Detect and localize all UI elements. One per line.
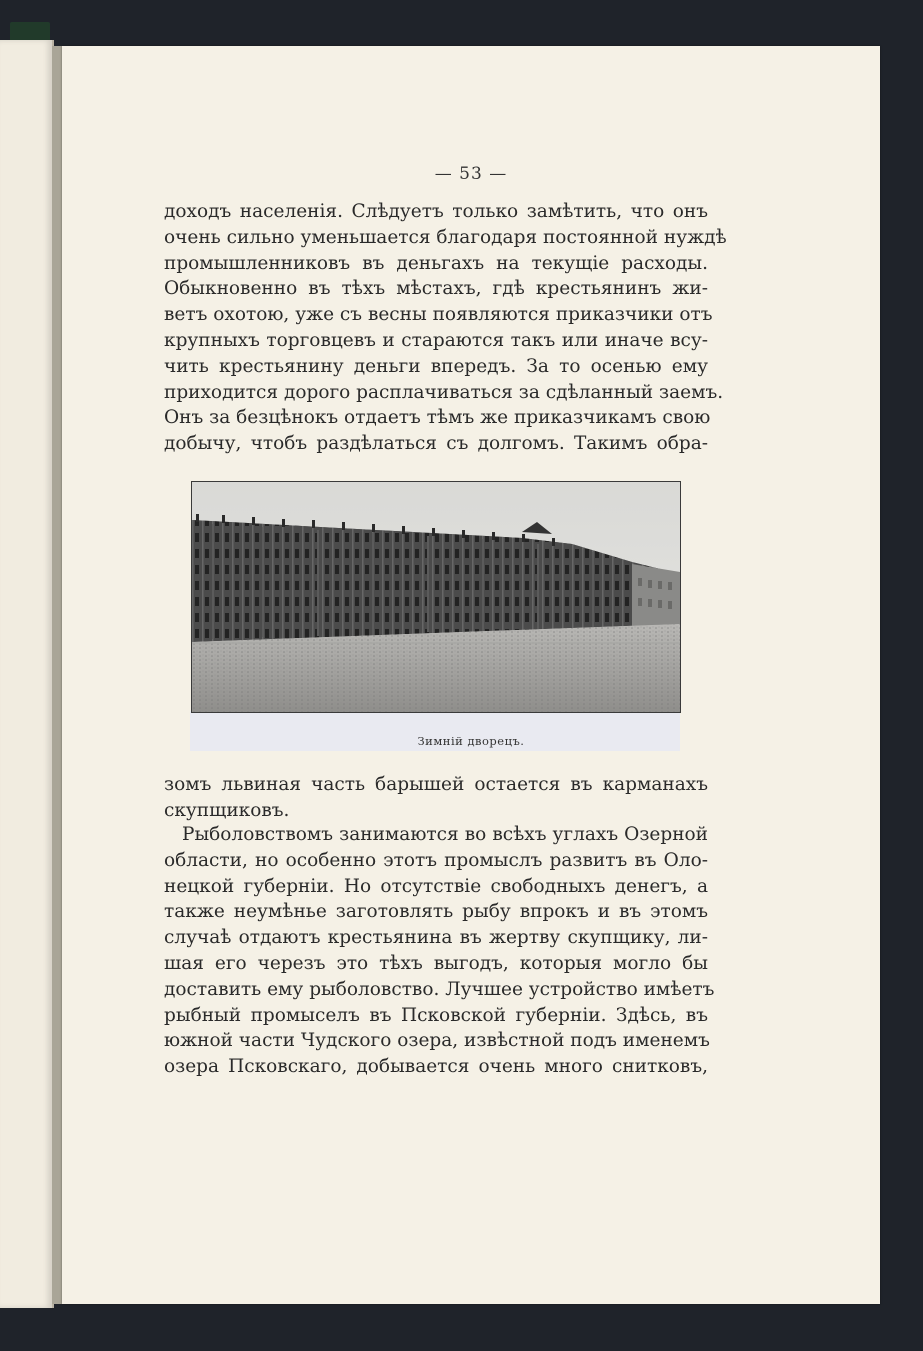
text-line: добычу, чтобъ раздѣлаться съ долгомъ. Такимъ обра- bbox=[164, 433, 708, 455]
page-number: — 53 — bbox=[434, 164, 508, 184]
text-line: также неумѣнье заготовлять рыбу впрокъ и въ этомъ bbox=[164, 901, 708, 923]
text-line: южной части Чудского озера, извѣстной подъ именемъ bbox=[164, 1030, 710, 1052]
text-line: скупщиковъ. bbox=[164, 799, 290, 821]
text-line: очень сильно уменьшается благодаря постоянной нуждѣ bbox=[164, 226, 727, 248]
text-line: нецкой губерніи. Но отсутствіе свободныхъ денегъ, а bbox=[164, 875, 708, 897]
text-line: ветъ охотою, уже съ весны появляются приказчики отъ bbox=[164, 304, 713, 326]
paragraph-3 bbox=[164, 822, 715, 1080]
text-line: Обыкновенно въ тѣхъ мѣстахъ, гдѣ крестьянинъ жи- bbox=[164, 278, 708, 300]
text-line: чить крестьянину деньги впередъ. За то осенью ему bbox=[164, 355, 708, 377]
text-line: озера Псковскаго, добывается очень много снитковъ, bbox=[164, 1056, 708, 1078]
text-line: шая его черезъ это тѣхъ выгодъ, которыя могло бы bbox=[164, 952, 708, 974]
text-line: Онъ за безцѣнокъ отдаетъ тѣмъ же приказчикамъ свою bbox=[164, 407, 711, 429]
text-line: доставить ему рыболовство. Лучшее устройство имѣетъ bbox=[164, 978, 715, 1000]
figure-caption: Зимній дворецъ. bbox=[417, 734, 525, 748]
text-line: приходится дорого расплачиваться за сдѣланный заемъ. bbox=[164, 381, 724, 403]
book-page bbox=[62, 46, 880, 1304]
left-page bbox=[0, 40, 54, 1308]
text-line: Рыболовствомъ занимаются во всѣхъ углахъ Озерной bbox=[182, 824, 708, 845]
text-line: рыбный промыселъ въ Псковской губерніи. Здѣсь, въ bbox=[164, 1004, 708, 1026]
book-ribbon bbox=[10, 22, 50, 42]
text-line: доходъ населенія. Слѣдуетъ только замѣтить, что онъ bbox=[164, 201, 708, 222]
text-line: зомъ львиная часть барышей остается въ карманахъ bbox=[164, 774, 708, 795]
text-line: случаѣ отдаютъ крестьянина въ жертву скупщику, ли- bbox=[164, 927, 708, 949]
text-line: области, но особенно этотъ промыслъ развитъ въ Оло- bbox=[164, 849, 708, 871]
text-line: промышленниковъ въ деньгахъ на текущіе расходы. bbox=[164, 252, 708, 274]
winter-palace-photo bbox=[191, 481, 681, 713]
page-edge bbox=[52, 46, 62, 1304]
paragraph-1 bbox=[164, 199, 727, 457]
paragraph-2 bbox=[164, 772, 708, 824]
text-line: крупныхъ торговцевъ и стараются такъ или иначе всу- bbox=[164, 329, 708, 351]
